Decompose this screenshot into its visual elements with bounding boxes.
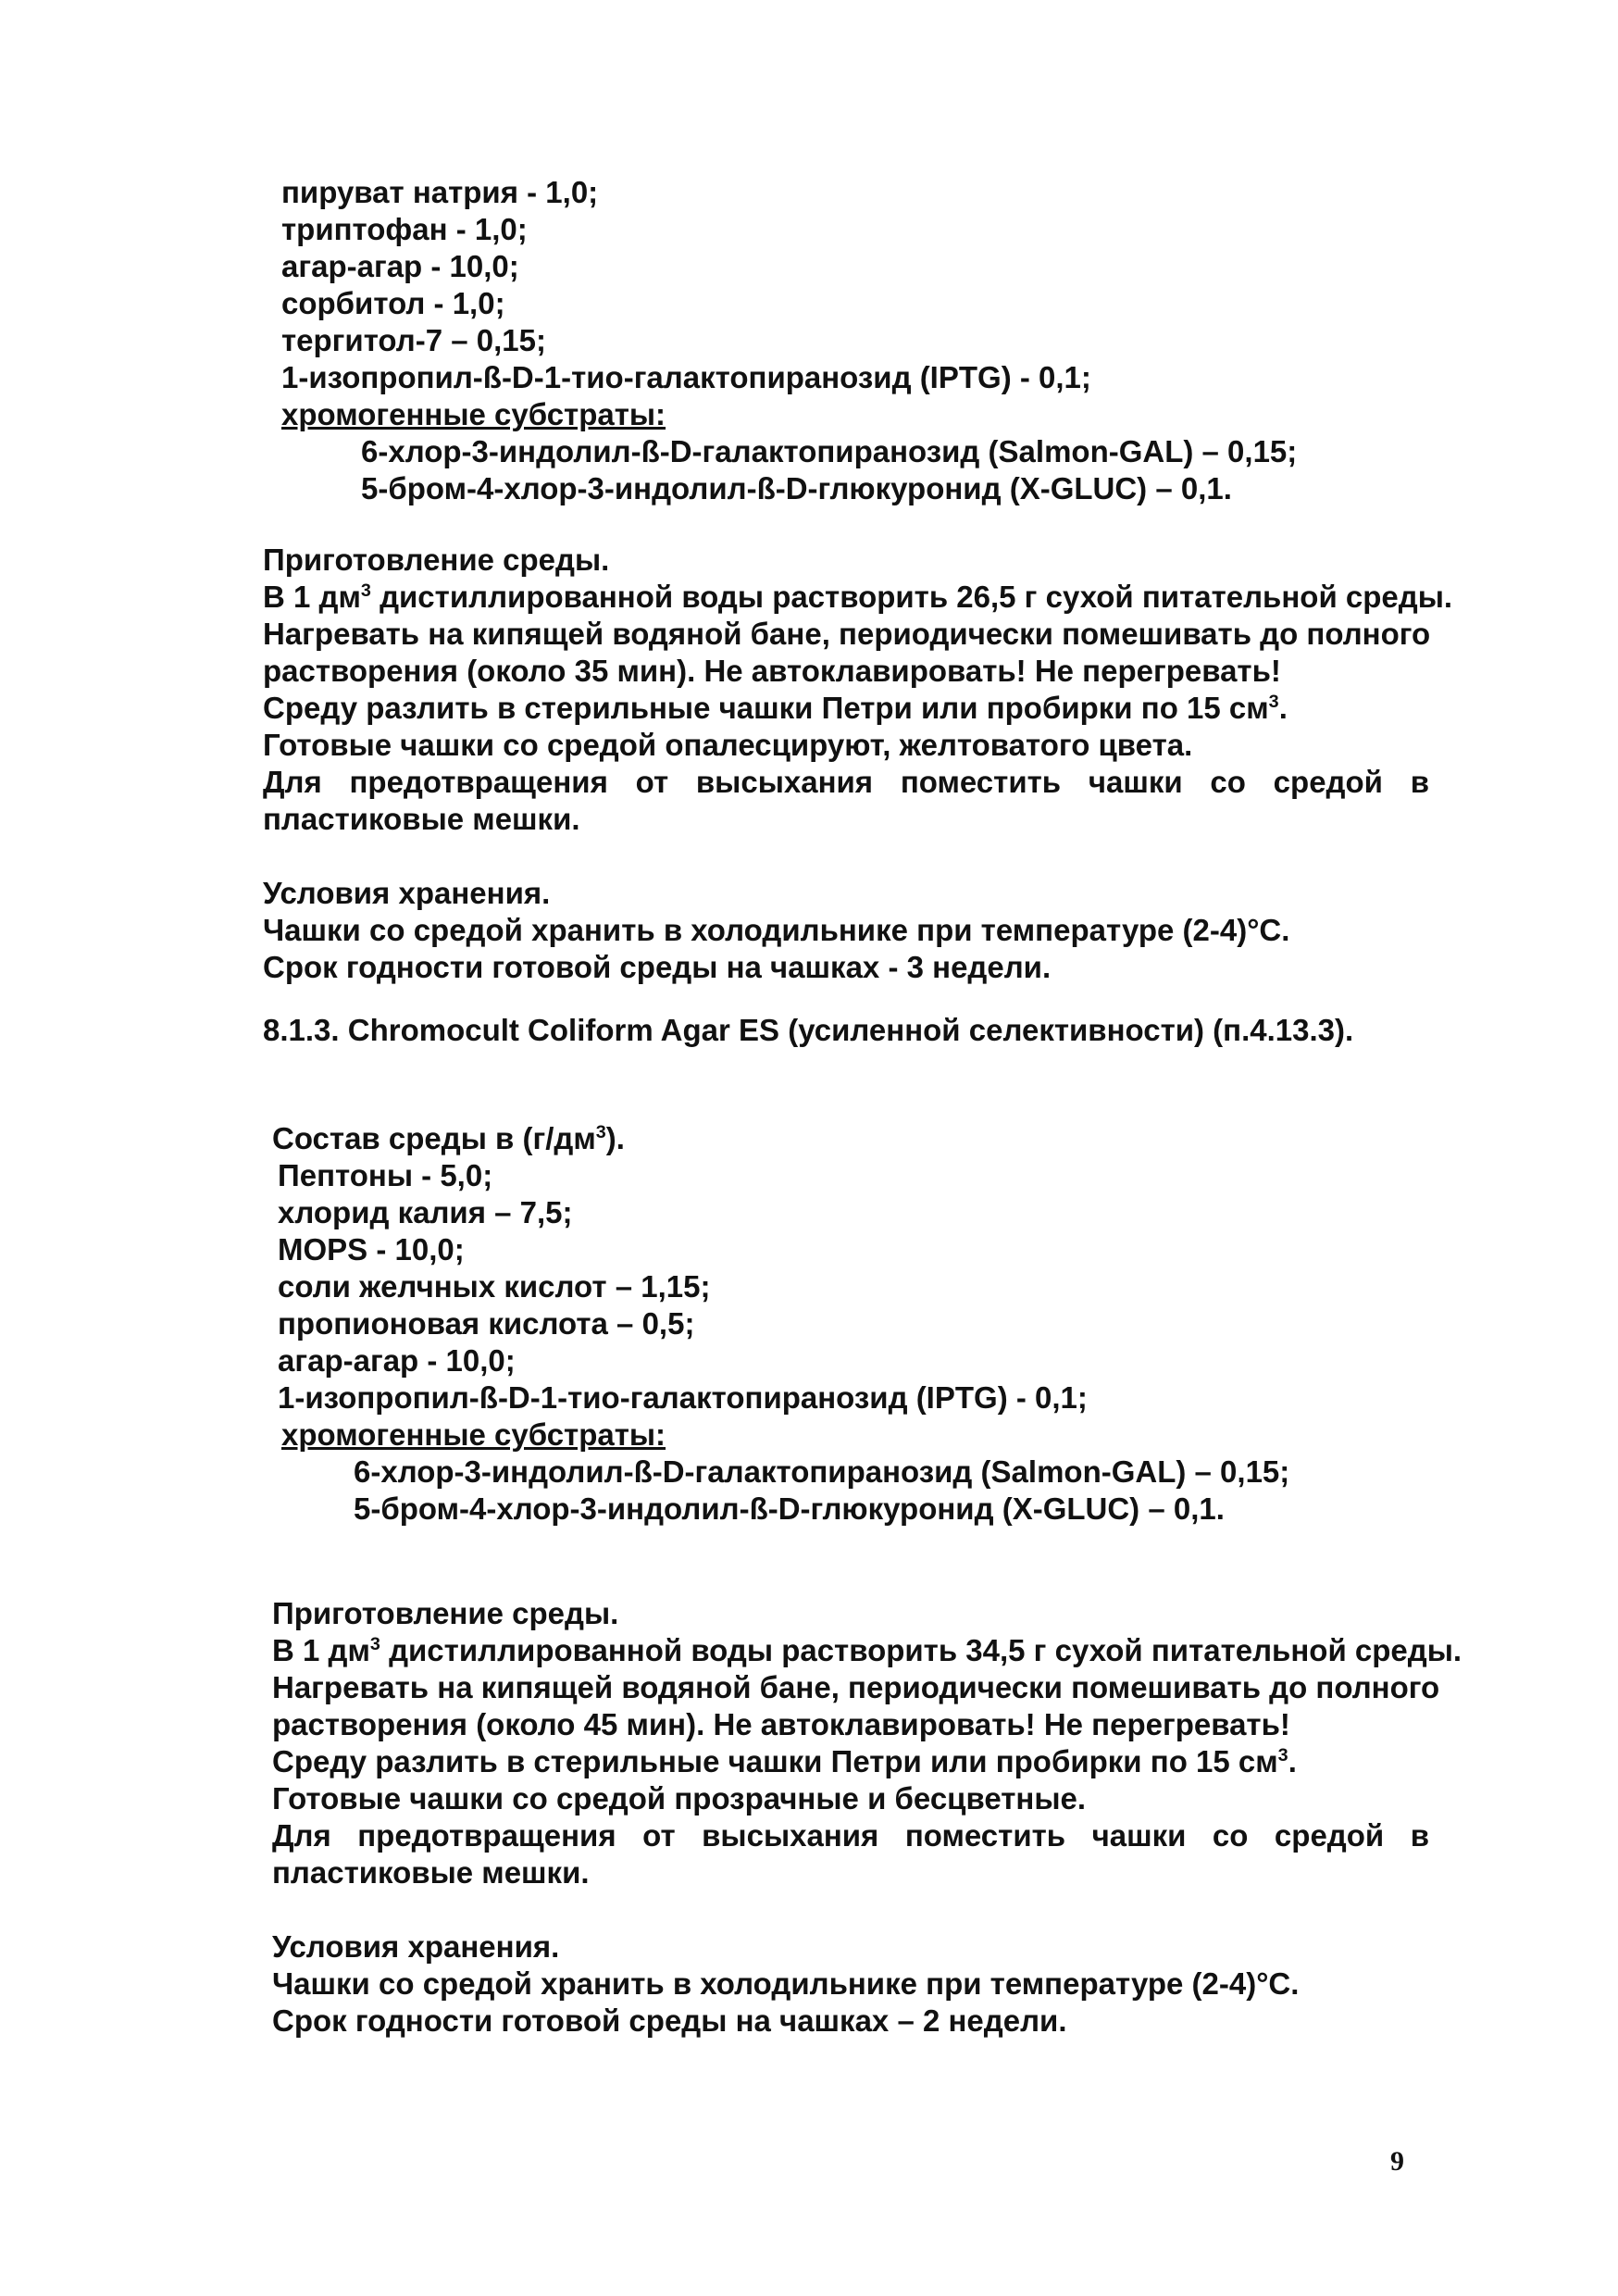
prep-line: Готовые чашки со средой опалесцируют, желтоватого цвета. [263,728,1193,762]
ingredient-line: хлорид калия – 7,5; [278,1195,573,1229]
storage-heading: Условия хранения. [272,1929,560,1964]
ingredient-line: 1-изопропил-ß-D-1-тио-галактопиранозид (IPTG) - 0,1; [281,360,1091,394]
prep-line: В 1 $дм^3$ дистиллированной воды растворить 26,5 г сухой питательной среды. [263,580,1453,614]
prep-line: растворения (около 35 мин). Не автоклавировать! Не перегревать! [263,654,1281,688]
page-number: 9 [1390,2146,1404,2177]
prep-heading: Приготовление среды. [272,1596,619,1630]
ingredient-line: Пептоны - 5,0; [278,1158,493,1192]
prep-line: Нагревать на кипящей водяной бане, периодически помешивать до полного [263,617,1431,651]
storage-line: Чашки со средой хранить в холодильнике при температуре (2-4)°С. [263,913,1290,947]
prep-line: пластиковые мешки. [272,1855,590,1890]
ingredient-line: агар-агар - 10,0; [278,1343,516,1378]
storage-heading: Условия хранения. [263,876,551,910]
ingredient-line: сорбитол - 1,0; [281,286,505,320]
prep-line: Для предотвращения от высыхания поместить чашки со средой в [272,1818,1429,1853]
ingredient-line: агар-агар - 10,0; [281,249,519,283]
storage-line: Срок годности готовой среды на чашках - 3 недели. [263,950,1052,984]
ingredient-line: триптофан - 1,0; [281,212,528,246]
substrates-heading: хромогенные субстраты: [281,1417,666,1452]
storage-line: Срок годности готовой среды на чашках – 2 недели. [272,2003,1067,2038]
prep-line: Для предотвращения от высыхания поместить чашки со средой в [263,765,1429,799]
ingredient-line: 1-изопропил-ß-D-1-тио-галактопиранозид (IPTG) - 0,1; [278,1380,1088,1415]
ingredient-line: MOPS - 10,0; [278,1232,465,1267]
substrate-line: 5-бром-4-хлор-3-индолил-ß-D-глюкуронид (X-GLUC) – 0,1. [354,1491,1225,1526]
ingredient-line: пируват натрия - 1,0; [281,175,599,209]
section-title: 8.1.3. Chromocult Coliform Agar ES (усиленной селективности) (п.4.13.3). [263,1013,1354,1047]
substrate-line: 5-бром-4-хлор-3-индолил-ß-D-глюкуронид (X-GLUC) – 0,1. [361,471,1232,505]
prep-line: Среду разлить в стерильные чашки Петри или пробирки по 15 $см^3$. [272,1744,1297,1778]
prep-line: Нагревать на кипящей водяной бане, периодически помешивать до полного [272,1670,1440,1704]
prep-line: В 1 $дм^3$ дистиллированной воды растворить 34,5 г сухой питательной среды. [272,1633,1462,1667]
substrate-line: 6-хлор-3-индолил-ß-D-галактопиранозид (Salmon-GAL) – 0,15; [354,1454,1290,1489]
prep-line: растворения (около 45 мин). Не автоклавировать! Не перегревать! [272,1707,1290,1741]
prep-heading: Приготовление среды. [263,543,610,577]
prep-line: Среду разлить в стерильные чашки Петри или пробирки по 15 $см^3$. [263,691,1288,725]
prep-line: Готовые чашки со средой прозрачные и бесцветные. [272,1781,1087,1816]
ingredient-line: пропионовая кислота – 0,5; [278,1306,695,1341]
ingredient-line: соли желчных кислот – 1,15; [278,1269,711,1304]
prep-line: пластиковые мешки. [263,802,580,836]
composition-heading: Состав среды в $(г/дм^3)$. [272,1121,625,1155]
ingredient-line: тергитол-7 – 0,15; [281,323,546,357]
storage-line: Чашки со средой хранить в холодильнике при температуре (2-4)°С. [272,1966,1300,2001]
substrates-heading: хромогенные субстраты: [281,397,666,431]
substrate-line: 6-хлор-3-индолил-ß-D-галактопиранозид (Salmon-GAL) – 0,15; [361,434,1298,468]
